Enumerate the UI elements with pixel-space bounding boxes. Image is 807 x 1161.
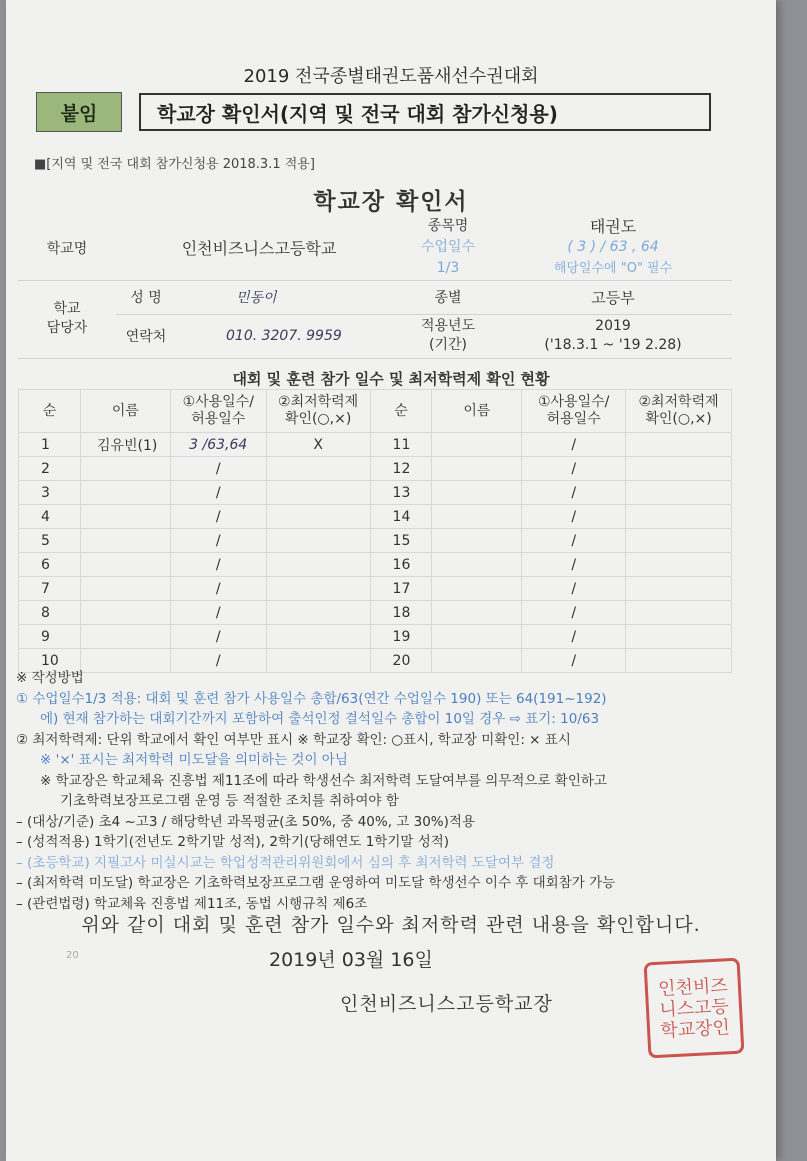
name-label: 성 명: [116, 280, 176, 314]
row-days: /: [170, 649, 266, 673]
confirm-text: 위와 같이 대회 및 훈련 참가 일수와 최저학력 관련 내용을 확인합니다.: [81, 914, 701, 936]
participation-table: [18, 389, 732, 673]
document-title: 학교장 확인서: [313, 189, 469, 215]
class-days-value: ( 3 ) / 63 , 64: [567, 239, 659, 256]
principal-seal-stamp: 인천비즈니스고등학교장인: [644, 958, 745, 1059]
table-row: [19, 457, 732, 481]
row-days-2: /: [522, 649, 626, 673]
event-label: 종목명: [427, 218, 469, 235]
attachment-badge: 붙임: [36, 92, 122, 132]
row-check-2: [626, 625, 732, 649]
col-name-2: 이름: [432, 390, 522, 433]
col-min: ②최저학력제 확인(○,×): [266, 390, 370, 433]
class-days-sub: 1/3: [436, 260, 460, 277]
detail-1: – (대상/기준) 초4 ~고3 / 해당학년 과목평균(초 50%, 중 40%, 고 30%)적용: [16, 813, 475, 830]
row-name-2: [432, 457, 522, 481]
col-days: ①사용일수/ 허용일수: [170, 390, 266, 433]
note-2a: ② 최저학력제: 단위 학교에서 확인 여부만 표시 ※ 학교장 확인: ○표시, 학교장 미확인: × 표시: [16, 731, 571, 748]
detail-4: – (최저학력 미도달) 학교장은 기초학력보장프로그램 운영하여 미도달 학생선수 이수 후 대회참가 가능: [16, 875, 616, 891]
row-no: 3: [19, 481, 81, 505]
row-name: [80, 481, 170, 505]
event-class-label-cell: [402, 216, 494, 280]
col-name: 이름: [80, 390, 170, 433]
col-min-2: ②최저학력제 확인(○,×): [626, 390, 732, 433]
row-check: [266, 529, 370, 553]
row-days-2: /: [522, 601, 626, 625]
row-days: /: [170, 457, 266, 481]
contact-value: 010. 3207. 9959: [176, 314, 402, 358]
row-no-2: 19: [370, 625, 432, 649]
row-check-2: [626, 577, 732, 601]
row-name-2: [432, 529, 522, 553]
detail-3: – (초등학교) 지필고사 미실시교는 학업성적관리위원회에서 심의 후 최저학력 도달여부 결정: [16, 854, 555, 871]
table-row: [19, 505, 732, 529]
row-no-2: 17: [370, 577, 432, 601]
row-no-2: 12: [370, 457, 432, 481]
table-row: [19, 529, 732, 553]
row-name: [80, 601, 170, 625]
teacher-label-cell: [18, 280, 116, 358]
row-days: /: [170, 601, 266, 625]
year-value-cell: [494, 314, 732, 358]
year-label: 적용년도: [420, 318, 476, 334]
row-no: 6: [19, 553, 81, 577]
row-name-2: [432, 433, 522, 457]
row-check-2: [626, 601, 732, 625]
issue-date: 2019년 03월 16일: [269, 949, 433, 971]
note-1b: 에) 현재 참가하는 대회기간까지 포함하여 출석인정 결석일수 총합이 10일 경우 ⇨ 표기: 10/63: [40, 711, 600, 727]
row-check: [266, 505, 370, 529]
row-name-2: [432, 481, 522, 505]
row-days: /: [170, 625, 266, 649]
row-no: 5: [19, 529, 81, 553]
row-name-2: [432, 577, 522, 601]
notes: [16, 668, 766, 914]
row-name-2: [432, 601, 522, 625]
row-check-2: [626, 529, 732, 553]
row-days: /: [170, 577, 266, 601]
row-days-2: /: [522, 457, 626, 481]
teacher-label-2: 담당자: [46, 320, 88, 336]
division-label: 종별: [402, 280, 494, 314]
row-check-2: [626, 433, 732, 457]
row-no: 8: [19, 601, 81, 625]
class-days-hint: 해당일수에 "O" 필수: [553, 261, 673, 277]
table-title: 대회 및 훈련 참가 일수 및 최저학력제 확인 현황: [232, 370, 550, 388]
school-label: 학교명: [18, 216, 116, 280]
row-days: 3 /63,64: [170, 433, 266, 457]
row-no: 10: [19, 649, 81, 673]
year-sub: (기간): [429, 337, 467, 353]
class-days-label: 수업일수: [420, 239, 476, 256]
row-no: 7: [19, 577, 81, 601]
detail-5: – (관련법령) 학교체육 진흥법 제11조, 동법 시행규칙 제6조: [16, 895, 368, 912]
year-label-cell: [402, 314, 494, 358]
table-body: [19, 433, 732, 673]
year-value: 2019: [595, 318, 631, 334]
row-check: [266, 457, 370, 481]
school-name: 인천비즈니스고등학교: [116, 216, 402, 280]
row-check: [266, 601, 370, 625]
attachment-title: 학교장 확인서(지역 및 전국 대회 참가신청용): [139, 93, 711, 131]
row-check-2: [626, 457, 732, 481]
division-value: 고등부: [494, 280, 732, 314]
table-row: [19, 553, 732, 577]
row-days-2: /: [522, 625, 626, 649]
event-class-value-cell: [494, 216, 732, 280]
row-no: 2: [19, 457, 81, 481]
contact-label: 연락처: [116, 314, 176, 358]
event-title: 2019 전국종별태권도품새선수권대회: [243, 66, 539, 87]
row-name-2: [432, 505, 522, 529]
signer-name: 인천비즈니스고등학교장: [340, 993, 553, 1015]
row-no: 1: [19, 433, 81, 457]
table-row: [19, 577, 732, 601]
year-period: ('18.3.1 ~ '19 2.28): [544, 337, 682, 353]
row-days: /: [170, 505, 266, 529]
note-2b: ※ '×' 표시는 최저학력 미도달을 의미하는 것이 아님: [40, 752, 348, 768]
row-name-2: [432, 553, 522, 577]
pencil-mark: 20: [66, 950, 79, 961]
row-name: [80, 457, 170, 481]
row-no: 4: [19, 505, 81, 529]
table-row: [19, 625, 732, 649]
col-days-2: ①사용일수/ 허용일수: [522, 390, 626, 433]
info-table: [18, 216, 732, 359]
row-check-2: [626, 505, 732, 529]
col-no: 순: [19, 390, 81, 433]
row-check-2: [626, 553, 732, 577]
row-no-2: 11: [370, 433, 432, 457]
row-days-2: /: [522, 505, 626, 529]
note-2c: ※ 학교장은 학교체육 진흥법 제11조에 따라 학생선수 최저학력 도달여부를 의무적으로 확인하고: [40, 772, 607, 789]
row-no-2: 13: [370, 481, 432, 505]
row-name: [80, 505, 170, 529]
form-note: ■[지역 및 전국 대회 참가신청용 2018.3.1 적용]: [34, 157, 315, 172]
note-2d: 기초학력보장프로그램 운영 등 적절한 조치를 취하여야 함: [60, 793, 399, 809]
col-no-2: 순: [370, 390, 432, 433]
note-1a: ① 수업일수1/3 적용: 대회 및 훈련 참가 사용일수 총합/63(연간 수업일수 190) 또는 64(191~192): [16, 690, 607, 707]
row-name-2: [432, 625, 522, 649]
row-check: [266, 577, 370, 601]
row-no-2: 18: [370, 601, 432, 625]
table-row: [19, 433, 732, 457]
row-days: /: [170, 481, 266, 505]
row-check-2: [626, 481, 732, 505]
row-check: X: [266, 433, 370, 457]
row-check: [266, 481, 370, 505]
row-days-2: /: [522, 577, 626, 601]
detail-2: – (성적적용) 1학기(전년도 2학기말 성적), 2학기(당해연도 1학기말 성적): [16, 834, 450, 850]
row-name: [80, 553, 170, 577]
table-row: [19, 601, 732, 625]
row-name: [80, 625, 170, 649]
row-name: 김유빈(1): [80, 433, 170, 457]
table-row: [19, 481, 732, 505]
row-no: 9: [19, 625, 81, 649]
event-value: 태권도: [589, 217, 637, 237]
row-days-2: /: [522, 433, 626, 457]
row-no-2: 15: [370, 529, 432, 553]
row-name: [80, 529, 170, 553]
row-days: /: [170, 553, 266, 577]
row-no-2: 20: [370, 649, 432, 673]
row-days-2: /: [522, 481, 626, 505]
row-name: [80, 577, 170, 601]
row-days: /: [170, 529, 266, 553]
row-check: [266, 553, 370, 577]
teacher-label-1: 학교: [53, 301, 81, 317]
row-no-2: 14: [370, 505, 432, 529]
row-check: [266, 625, 370, 649]
notes-heading: ※ 작성방법: [16, 670, 84, 686]
row-days-2: /: [522, 553, 626, 577]
name-value: 민동이: [176, 280, 402, 314]
row-days-2: /: [522, 529, 626, 553]
document-page: [6, 0, 776, 1161]
row-no-2: 16: [370, 553, 432, 577]
